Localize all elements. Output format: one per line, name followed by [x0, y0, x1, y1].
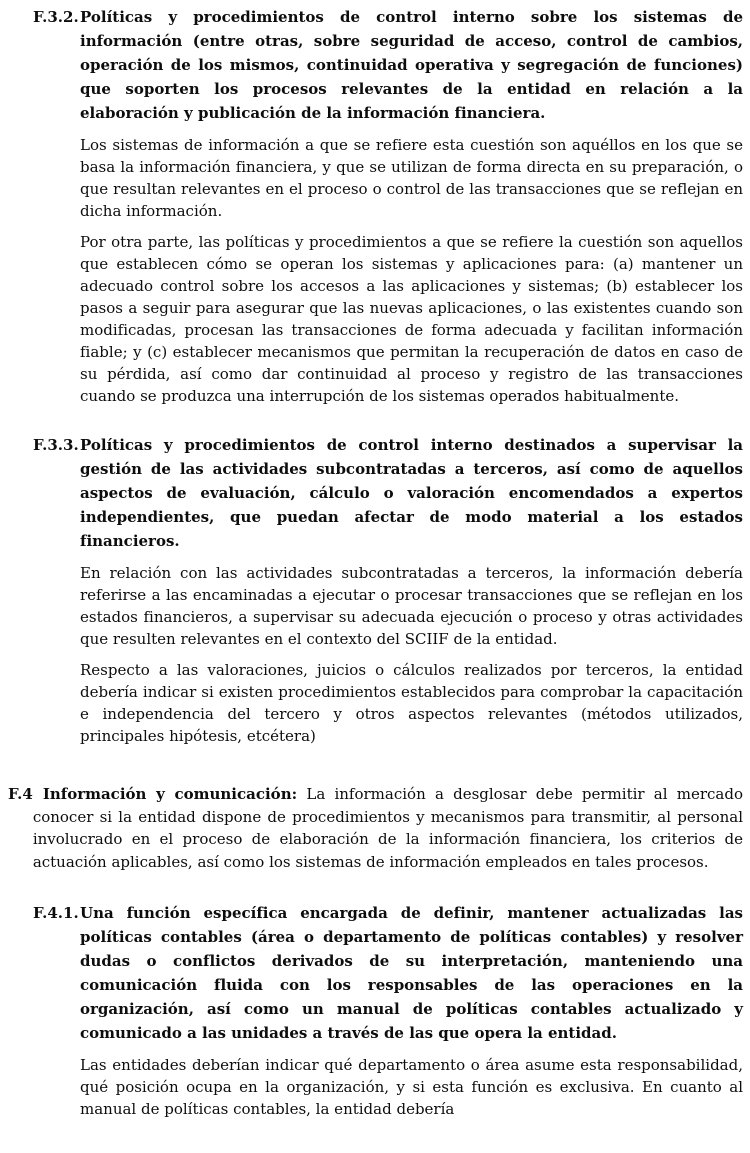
section-number: F.4 [8, 785, 33, 803]
section-number: F.3.2. [33, 8, 79, 26]
paragraph: Por otra parte, las políticas y procedimientos a que se refiere la cuestión son aquellos que establecen cómo se operan los sistemas y aplicaciones para: (a) mantener un adecuado control sobre los accesos a las aplicaciones y sistemas; (b) establecer los pasos a seguir para asegurar que las nuevas aplicaciones, o las existentes cuando son modificadas, procesan las transacciones de forma adecuada y facilitan información fiable; y (c) establecer mecanismos que permitan la recuperación de datos en caso de su pérdida, así como dar continuidad al proceso y registro de las transacciones cuando se produzca una interrupción de los sistemas operados habitualmente. [80, 233, 743, 405]
section-heading: Una función específica encargada de definir, mantener actualizadas las políticas contables (área o departamento de políticas contables) y resolver dudas o conflictos derivados de su interpretación, manteniendo una comunicación fluida con los responsables de las operaciones en la organización, así como un manual de políticas contables actualizado y comunicado a las unidades a través de las que opera la entidad. [80, 904, 743, 1042]
paragraph: Los sistemas de información a que se refiere esta cuestión son aquéllos en los que se basa la información financiera, y que se utilizan de forma directa en su preparación, o que resultan relevantes en el proceso o control de las transacciones que se reflejan en dicha información. [80, 136, 743, 220]
section-heading: Políticas y procedimientos de control interno sobre los sistemas de información (entre otras, sobre seguridad de acceso, control de cambios, operación de los mismos, continuidad operativa y segregación de funciones) que soporten los procesos relevantes de la entidad en relación a la elaboración y publicación de la información financiera. [80, 8, 743, 122]
section-f32 [33, 5, 743, 407]
section-f41-heading-row [33, 901, 743, 1045]
section-f4 [8, 783, 743, 873]
section-heading: Políticas y procedimientos de control interno destinados a supervisar la gestión de las actividades subcontratadas a terceros, así como de aquellos aspectos de evaluación, cálculo o valoración encomendados a expertos independientes, que puedan afectar de modo material a los estados financieros. [80, 436, 743, 550]
section-f33-heading-row [33, 433, 743, 553]
section-number: F.3.3. [33, 436, 79, 454]
section-f33 [33, 433, 743, 747]
section-lead-bold: Información y comunicación: [42, 785, 298, 803]
section-f4-text [33, 783, 743, 873]
paragraph: En relación con las actividades subcontratadas a terceros, la información debería referirse a las encaminadas a ejecutar o procesar transacciones que se reflejan en los estados financieros, a supervisar su adecuada ejecución o proceso y otras actividades que resulten relevantes en el contexto del SCIIF de la entidad. [80, 564, 743, 648]
paragraph: Las entidades deberían indicar qué departamento o área asume esta responsabilidad, qué posición ocupa en la organización, y si esta función es exclusiva. En cuanto al manual de políticas contables, la entidad debería [80, 1056, 743, 1118]
paragraph: Respecto a las valoraciones, juicios o cálculos realizados por terceros, la entidad debería indicar si existen procedimientos establecidos para comprobar la capacitación e independencia del tercero y otros aspectos relevantes (métodos utilizados, principales hipótesis, etcétera) [80, 661, 743, 745]
section-body-text: La información a desglosar debe permitir al mercado conocer si la entidad dispone de procedimientos y mecanismos para transmitir, al personal involucrado en el proceso de elaboración de la información financiera, los criterios de actuación aplicables, así como los sistemas de información empleados en tales procesos. [32, 785, 743, 871]
section-f41 [33, 901, 743, 1120]
section-number: F.4.1. [33, 904, 79, 922]
section-f32-heading-row [33, 5, 743, 125]
